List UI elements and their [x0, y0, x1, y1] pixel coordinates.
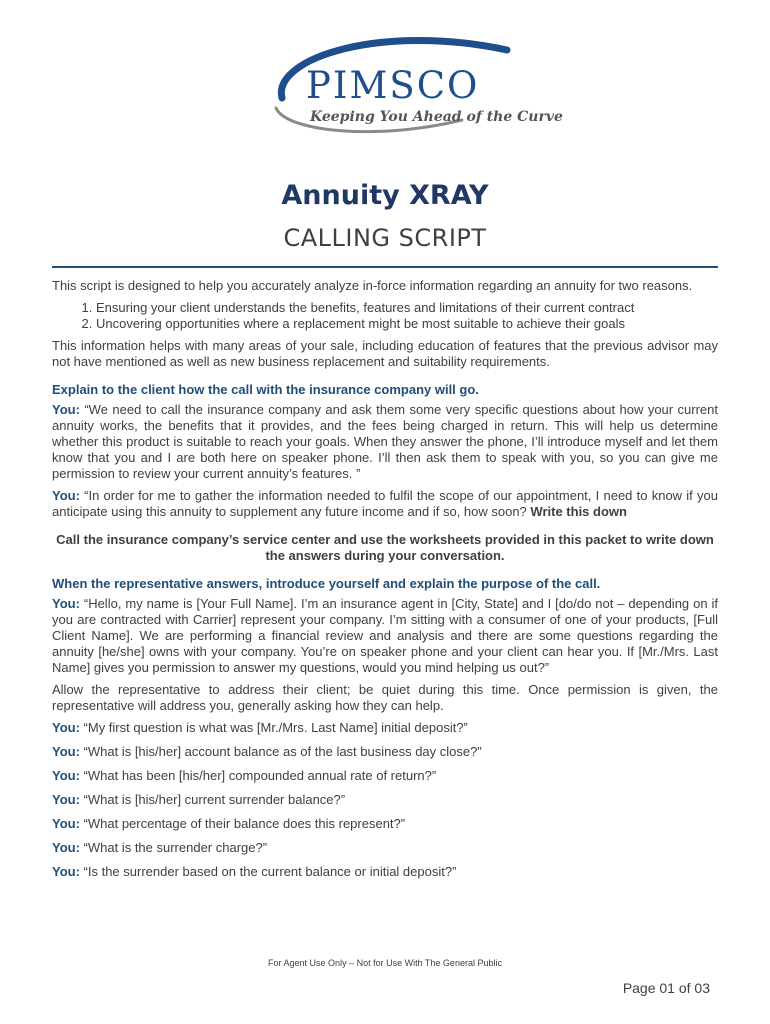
- call-instruction: Call the insurance company’s service center and use the worksheets provided in this packet to write down the answers during your conversation.: [56, 532, 714, 563]
- reason-item: 1. Ensuring your client understands the benefits, features and limitations of their current contract: [96, 300, 718, 316]
- document-subtitle: CALLING SCRIPT: [283, 224, 487, 252]
- section-heading-introduce: When the representative answers, introduce yourself and explain the purpose of the call.: [52, 576, 601, 591]
- question-line: [52, 744, 718, 760]
- intro-text: This script is designed to help you accurately analyze in-force information regarding an annuity for two reasons.: [52, 278, 693, 293]
- document-title: Annuity XRAY: [281, 180, 489, 211]
- page-number: Page 01 of 03: [622, 980, 710, 996]
- question-line: [52, 816, 718, 832]
- you-label: You:: [52, 720, 80, 735]
- you-label: You:: [52, 840, 80, 855]
- you-label: You:: [52, 488, 80, 503]
- question-text: “What is the surrender charge?”: [79, 840, 268, 855]
- pimsco-logo: [262, 28, 563, 143]
- reasons-list: [52, 300, 718, 332]
- title-divider: [52, 266, 718, 268]
- question-text: “My first question is what was [Mr./Mrs. Last Name] initial deposit?”: [79, 720, 468, 735]
- svg-text:Keeping You Ahead of the Curve: Keeping You Ahead of the Curve: [310, 109, 563, 125]
- reason-item: 2. Uncovering opportunities where a replacement might be most suitable to achieve their goals: [96, 316, 718, 332]
- question-text: “What percentage of their balance does this represent?”: [79, 816, 406, 831]
- you-label: You:: [52, 864, 80, 879]
- question-text: “Is the surrender based on the current balance or initial deposit?”: [79, 864, 457, 879]
- script-text: “Hello, my name is [Your Full Name]. I’m an insurance agent in [City, State] and I [do/do not – depending on if you are contracted with Carrier] represent your company. I’m sitting with a consumer of one of your products, [Full Client Name]. We are performing a financial review and analysis and there are some questions regarding the annuity [he/she] owns with your company. You’re on speaker phone and your client can hear you. If [Mr./Mrs. Last Name] gives you permission to answer my questions, would you mind helping us out?”: [52, 596, 718, 675]
- you-label: You:: [52, 402, 80, 417]
- you-label: You:: [52, 596, 80, 611]
- question-text: “What is [his/her] current surrender balance?”: [79, 792, 346, 807]
- you-label: You:: [52, 768, 80, 783]
- question-text: “What is [his/her] account balance as of the last business day close?”: [79, 744, 482, 759]
- question-line: [52, 720, 718, 736]
- write-down-note: Write this down: [530, 504, 627, 519]
- you-label: You:: [52, 792, 80, 807]
- script-line: [52, 402, 718, 482]
- script-body: [52, 278, 718, 888]
- script-text: “We need to call the insurance company and ask them some very specific questions about how your current annuity works, the benefits that it provides, and the fees being charged in return. This will help us determine whether this product is suitable to reach your goals. When they answer the phone, I’ll introduce myself and let them know that you and I are both here on speaker phone. I’ll then ask them to speak with you, so you can give me permission to review your current annuity’s features. ”: [52, 402, 718, 481]
- svg-text:PIMSCO: PIMSCO: [306, 64, 480, 107]
- question-line: [52, 840, 718, 856]
- you-label: You:: [52, 816, 80, 831]
- you-label: You:: [52, 744, 80, 759]
- question-line: [52, 864, 718, 880]
- info-text: This information helps with many areas of your sale, including education of features that the previous advisor may not have mentioned as well as new business replacement and suitability requirements.: [52, 338, 718, 369]
- footer-disclaimer: For Agent Use Only – Not for Use With The General Public: [268, 958, 502, 968]
- script-line: [52, 596, 718, 676]
- script-line: [52, 488, 718, 520]
- section-heading-explain: Explain to the client how the call with the insurance company will go.: [52, 382, 479, 397]
- script-text: “In order for me to gather the information needed to fulfil the scope of our appointment, I need to know if you anticipate using this annuity to supplement any future income and if so, how soon?: [52, 488, 718, 519]
- question-text: “What has been [his/her] compounded annual rate of return?”: [79, 768, 437, 783]
- question-line: [52, 768, 718, 784]
- question-line: [52, 792, 718, 808]
- allow-instruction: Allow the representative to address their client; be quiet during this time. Once permission is given, the representative will address you, generally asking how they can help.: [52, 682, 718, 713]
